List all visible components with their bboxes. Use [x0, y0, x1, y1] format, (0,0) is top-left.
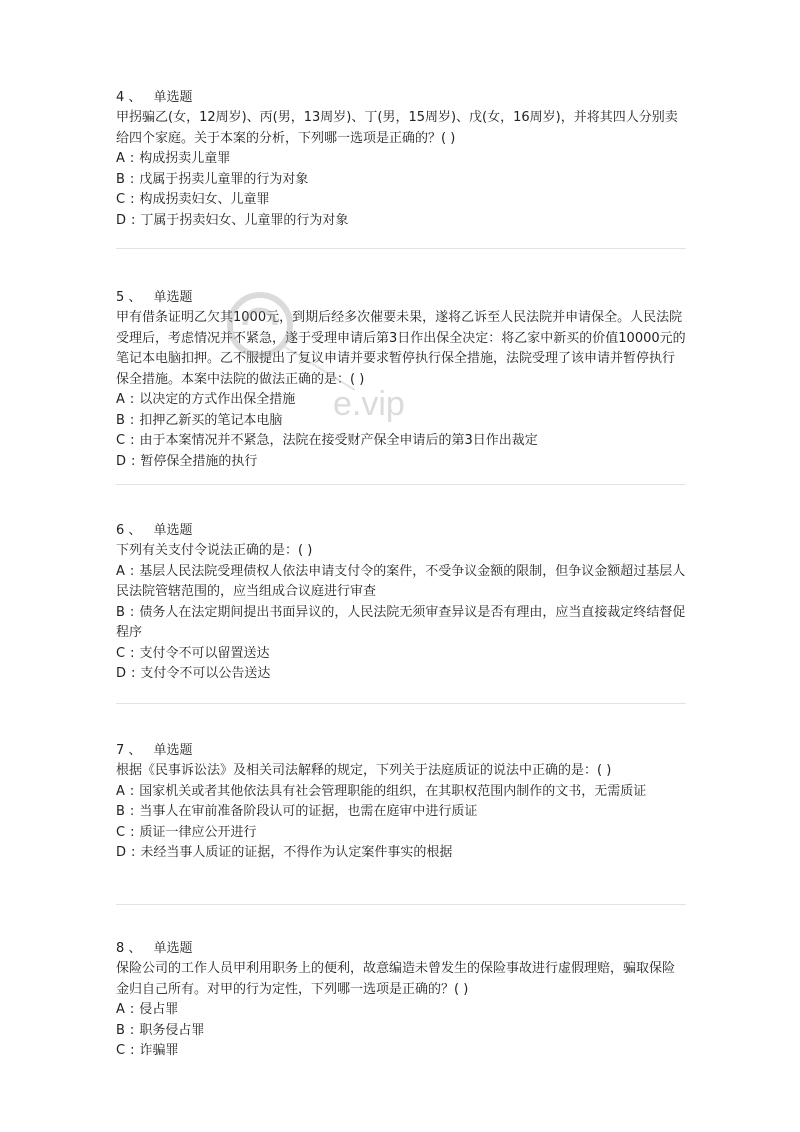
- option-letter: A: [116, 1002, 125, 1017]
- question-type: 单选题: [153, 941, 193, 956]
- question-type: 单选题: [153, 743, 193, 758]
- question-type: 单选题: [153, 90, 193, 105]
- option-a: [116, 390, 686, 411]
- option-letter: B: [116, 171, 125, 187]
- option-text: 由于本案情况并不紧急，法院在接受财产保全申请后的第3日作出裁定: [139, 433, 538, 448]
- question-stem: 甲有借条证明乙欠其1000元，到期后经多次催要未果，遂将乙诉至人民法院并申请保全。人民法院受理后，考虑情况并不紧急，遂于受理申请后第3日作出保全决定：将乙家中新买的价值10000元的笔记本电脑扣押。乙不服提出了复议申请并要求暂停执行保全措施，法院受理了该申请并暂停执行保全措施。本案中法院的做法正确的是：( ): [116, 310, 686, 387]
- question-8: [116, 939, 686, 1062]
- question-header: [116, 88, 686, 108]
- option-letter: C: [116, 1043, 126, 1058]
- question-header: [116, 288, 686, 308]
- option-letter: C: [116, 824, 126, 840]
- option-c: [116, 1041, 686, 1062]
- option-letter: D: [116, 666, 127, 681]
- option-text: 以决定的方式作出保全措施: [139, 392, 296, 407]
- option-c: [116, 431, 686, 452]
- option-a: [116, 782, 686, 803]
- question-number: 4 、: [116, 90, 142, 105]
- option-b: [116, 1021, 686, 1042]
- option-separator: :: [129, 392, 135, 407]
- option-letter: D: [116, 845, 127, 860]
- option-letter: D: [116, 453, 127, 469]
- question-6: [116, 521, 686, 685]
- question-stem: 保险公司的工作人员甲利用职务上的便利，故意编造未曾发生的保险事故进行虚假理赔，骗取保险金归自己所有。对甲的行为定性，下列哪一选项是正确的？( ): [116, 961, 676, 997]
- option-letter: B: [116, 412, 125, 428]
- option-separator: :: [131, 453, 136, 469]
- question-header: [116, 521, 686, 541]
- option-separator: :: [129, 563, 135, 579]
- option-separator: :: [129, 604, 135, 620]
- option-d: [116, 452, 686, 473]
- question-number: 6 、: [116, 523, 142, 538]
- option-text: 支付令不可以公告送达: [140, 666, 271, 681]
- option-a: [116, 562, 686, 603]
- option-text: 支付令不可以留置送达: [139, 645, 270, 661]
- question-number: 7 、: [116, 743, 142, 758]
- option-text: 丁属于拐卖妇女、儿童罪的行为对象: [140, 212, 349, 228]
- option-text: 当事人在审前准备阶段认可的证据，也需在庭审中进行质证: [139, 804, 478, 819]
- option-separator: :: [130, 433, 135, 448]
- option-separator: :: [131, 212, 136, 228]
- option-letter: B: [116, 804, 125, 819]
- question-header: [116, 939, 686, 959]
- option-c: [116, 644, 686, 665]
- option-text: 构成拐卖儿童罪: [139, 151, 231, 166]
- option-letter: A: [116, 151, 125, 166]
- option-letter: B: [116, 1022, 125, 1038]
- option-text: 职务侵占罪: [139, 1022, 205, 1038]
- option-b: [116, 411, 686, 432]
- question-4: [116, 88, 686, 231]
- option-separator: :: [129, 171, 135, 187]
- option-d: [116, 843, 686, 864]
- option-separator: :: [130, 1043, 135, 1058]
- option-separator: :: [129, 783, 135, 799]
- option-b: [116, 603, 686, 644]
- option-letter: C: [116, 645, 126, 661]
- option-d: [116, 211, 686, 232]
- option-separator: :: [129, 412, 135, 428]
- option-letter: A: [116, 563, 125, 579]
- option-b: [116, 170, 686, 191]
- option-c: [116, 823, 686, 844]
- question-type: 单选题: [153, 523, 193, 538]
- question-stem: 根据《民事诉讼法》及相关司法解释的规定，下列关于法庭质证的说法中正确的是：( ): [116, 763, 612, 778]
- option-b: [116, 802, 686, 823]
- option-separator: :: [130, 192, 135, 207]
- option-text: 诈骗罪: [139, 1043, 179, 1058]
- option-a: [116, 149, 686, 170]
- option-separator: :: [130, 645, 135, 661]
- option-c: [116, 190, 686, 211]
- option-text: 国家机关或者其他依法具有社会管理职能的组织，在其职权范围内制作的文书，无需质证: [139, 783, 647, 799]
- option-letter: D: [116, 212, 127, 228]
- question-stem: 下列有关支付令说法正确的是：( ): [116, 543, 313, 558]
- option-text: 扣押乙新买的笔记本电脑: [139, 412, 283, 428]
- option-text: 暂停保全措施的执行: [140, 453, 258, 469]
- question-number: 5 、: [116, 290, 142, 305]
- option-letter: C: [116, 192, 126, 207]
- option-separator: :: [129, 1022, 135, 1038]
- option-letter: C: [116, 433, 126, 448]
- question-header: [116, 741, 686, 761]
- question-divider: [116, 484, 686, 485]
- option-separator: :: [129, 804, 135, 819]
- question-5: [116, 288, 686, 472]
- option-separator: :: [131, 666, 136, 681]
- option-text: 戊属于拐卖儿童罪的行为对象: [139, 171, 309, 187]
- option-text: 债务人在法定期间提出书面异议的，人民法院无须审查异议是否有理由，应当直接裁定终结督促程序: [116, 604, 686, 640]
- option-letter: B: [116, 604, 125, 620]
- option-d: [116, 664, 686, 685]
- option-text: 未经当事人质证的证据，不得作为认定案件事实的根据: [140, 845, 453, 860]
- option-text: 构成拐卖妇女、儿童罪: [139, 192, 270, 207]
- question-7: [116, 741, 686, 864]
- option-letter: A: [116, 392, 125, 407]
- option-separator: :: [129, 1002, 135, 1017]
- option-separator: :: [130, 824, 135, 840]
- question-number: 8 、: [116, 941, 142, 956]
- question-stem: 甲拐骗乙(女，12周岁)、丙(男，13周岁)、丁(男，15周岁)、戊(女，16周岁)，并将其四人分别卖给四个家庭。关于本案的分析，下列哪一选项是正确的？( ): [116, 110, 678, 146]
- watermark-text: e.vip: [333, 385, 405, 423]
- option-a: [116, 1000, 686, 1021]
- question-divider: [116, 248, 686, 249]
- option-separator: :: [129, 151, 135, 166]
- option-text: 侵占罪: [139, 1002, 179, 1017]
- option-letter: A: [116, 783, 125, 799]
- question-divider: [116, 904, 686, 905]
- option-text: 基层人民法院受理债权人依法申请支付令的案件，不受争议金额的限制，但争议金额超过基层人民法院管辖范围的，应当组成合议庭进行审查: [116, 563, 686, 599]
- question-divider: [116, 703, 686, 704]
- option-text: 质证一律应公开进行: [139, 824, 257, 840]
- option-separator: :: [131, 845, 136, 860]
- question-type: 单选题: [153, 290, 193, 305]
